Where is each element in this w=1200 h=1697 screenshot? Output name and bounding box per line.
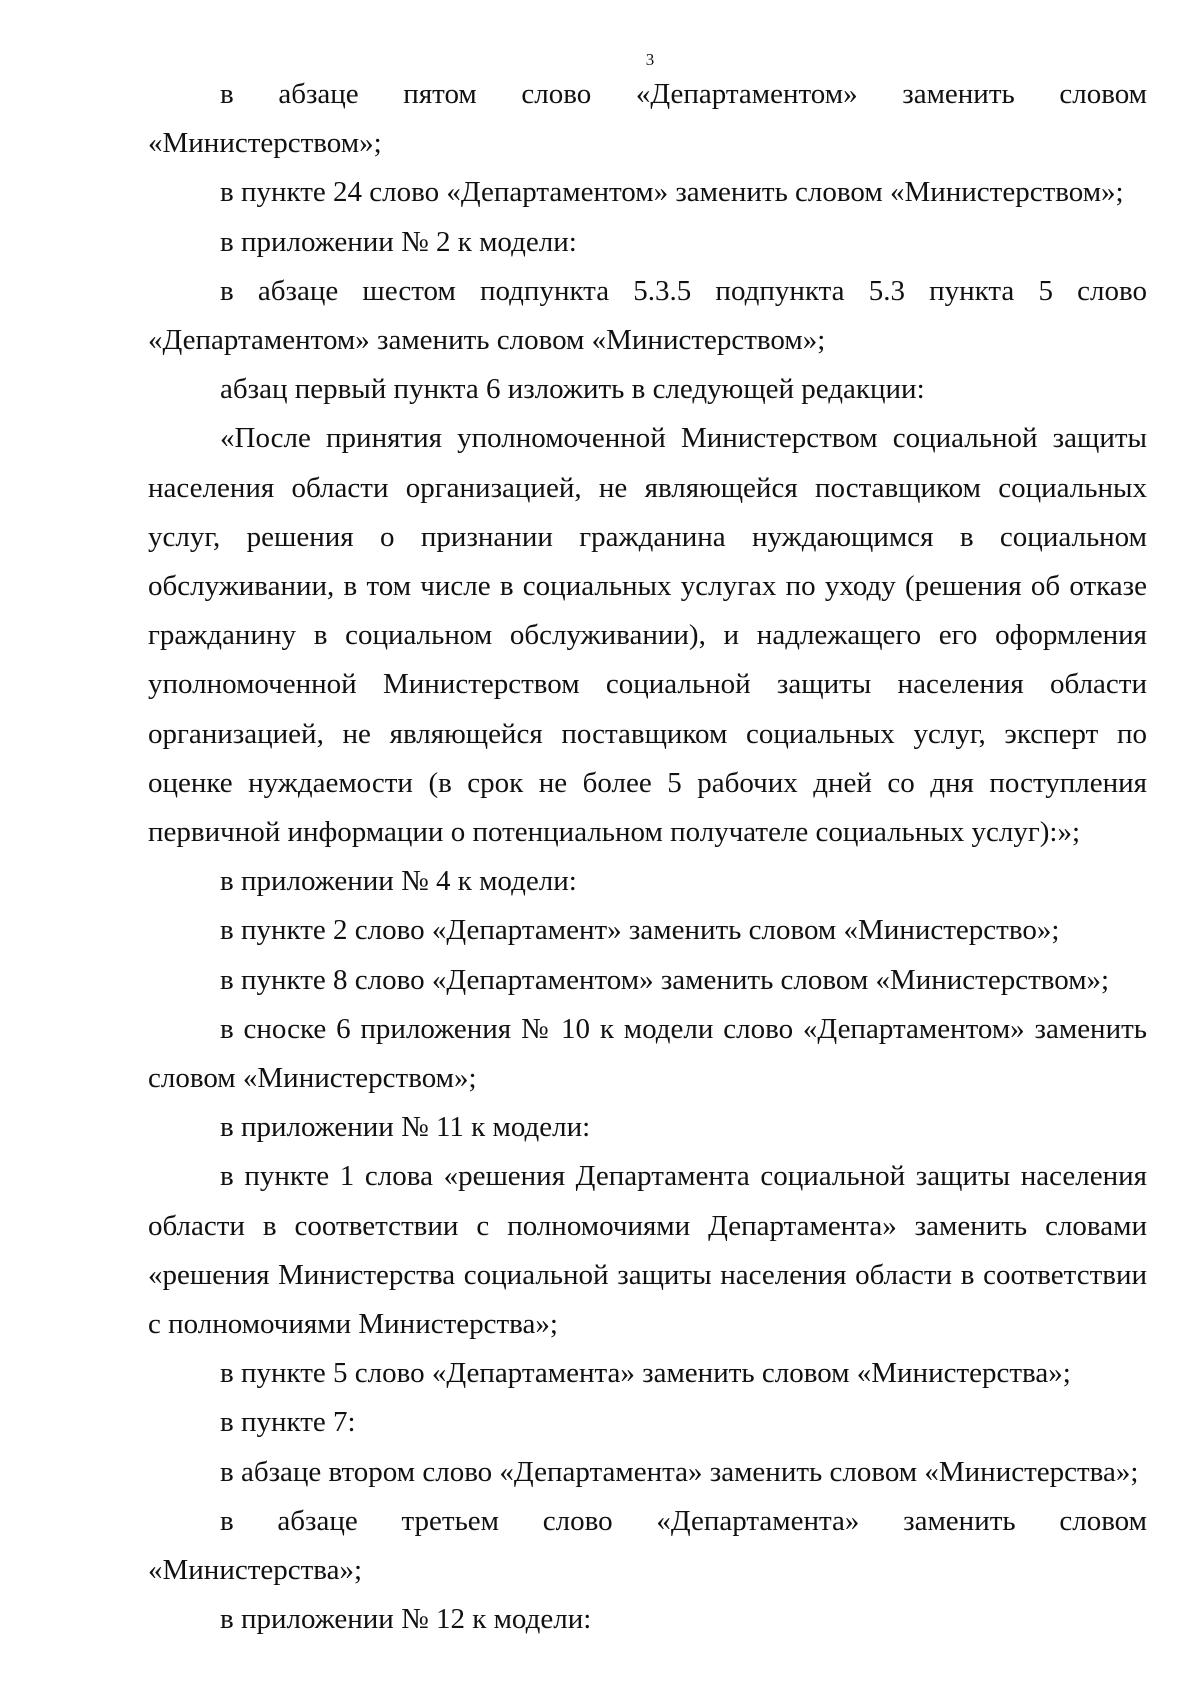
paragraph: в пункте 8 слово «Департаментом» заменить словом «Министерством»; xyxy=(220,963,1110,996)
document-body xyxy=(148,70,1147,1645)
paragraph: в приложении № 2 к модели: xyxy=(220,225,577,258)
paragraph: в пункте 2 слово «Департамент» заменить словом «Министерство»; xyxy=(220,914,1060,947)
paragraph: в пункте 1 слова «решения Департамента социальной защиты населения области в соответствии с полномочиями Департамента» заменить словами «решения Министерства социальной защиты населения области в соответствии с полномочиями Министерства»; xyxy=(148,1160,1147,1341)
paragraph: в пункте 7: xyxy=(220,1406,356,1439)
page-number: 3 xyxy=(645,50,655,69)
paragraph: в приложении № 11 к модели: xyxy=(220,1111,591,1144)
paragraph: в пункте 24 слово «Департаментом» заменить словом «Министерством»; xyxy=(220,176,1124,209)
paragraph: в абзаце втором слово «Департамента» заменить словом «Министерства»; xyxy=(220,1455,1139,1488)
paragraph: в пункте 5 слово «Департамента» заменить словом «Министерства»; xyxy=(220,1357,1071,1390)
paragraph: «После принятия уполномоченной Министерством социальной защиты населения области организацией, не являющейся поставщиком социальных услуг, решения о признании гражданина нуждающимся в социальном обслуживании, в том числе в социальных услугах по уходу (решения об отказе гражданину в социальном обслуживании), и надлежащего его оформления уполномоченной Министерством социальной защиты населения области организацией, не являющейся поставщиком социальных услуг, эксперт по оценке нуждаемости (в срок не более 5 рабочих дней со дня поступления первичной информации о потенциальном получателе социальных услуг):»; xyxy=(148,422,1147,849)
paragraph: в приложении № 12 к модели: xyxy=(220,1603,592,1636)
paragraph: абзац первый пункта 6 изложить в следующей редакции: xyxy=(220,373,925,406)
paragraph: в абзаце третьем слово «Департамента» заменить словом «Министерства»; xyxy=(148,1504,1147,1587)
paragraph: в сноске 6 приложения № 10 к модели слово «Департаментом» заменить словом «Министерством»; xyxy=(148,1012,1147,1095)
paragraph: в абзаце шестом подпункта 5.3.5 подпункта 5.3 пункта 5 слово «Департаментом» заменить словом «Министерством»; xyxy=(148,274,1147,357)
paragraph: в приложении № 4 к модели: xyxy=(220,865,577,898)
paragraph: в абзаце пятом слово «Департаментом» заменить словом «Министерством»; xyxy=(148,78,1147,160)
